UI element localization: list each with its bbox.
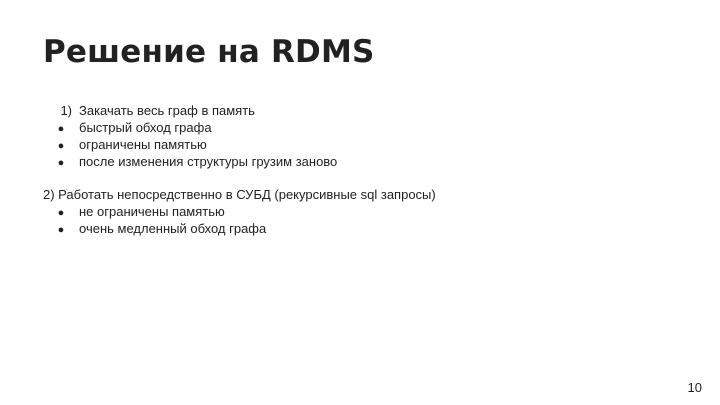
list-item [43, 153, 683, 170]
bullet-icon: ● [57, 157, 65, 169]
slide-title: Решение на RDMS [43, 34, 375, 70]
list-item [43, 220, 683, 237]
bullet-icon: ● [57, 224, 65, 236]
bullet-icon: ● [57, 123, 65, 135]
section-2-heading: 2) Работать непосредственно в СУБД (рекурсивные sql запросы) [43, 187, 436, 202]
list-item [43, 203, 683, 220]
bullet-icon: ● [57, 207, 65, 219]
list-item-text: Закачать весь граф в память [79, 103, 255, 118]
list-number: 1) [60, 103, 72, 118]
list-item-text: быстрый обход графа [79, 120, 212, 135]
list-item-text: ограничены памятью [79, 137, 207, 152]
list-item-text: очень медленный обход графа [79, 221, 267, 236]
spacer [43, 170, 683, 186]
page-number: 10 [687, 380, 702, 395]
numbered-item-1 [43, 102, 683, 119]
list-item-text: не ограничены памятью [79, 204, 225, 219]
bullet-icon: ● [57, 140, 65, 152]
slide-body [43, 102, 683, 237]
list-item-text: после изменения структуры грузим заново [79, 154, 338, 169]
list-item [43, 136, 683, 153]
list-item [43, 119, 683, 136]
